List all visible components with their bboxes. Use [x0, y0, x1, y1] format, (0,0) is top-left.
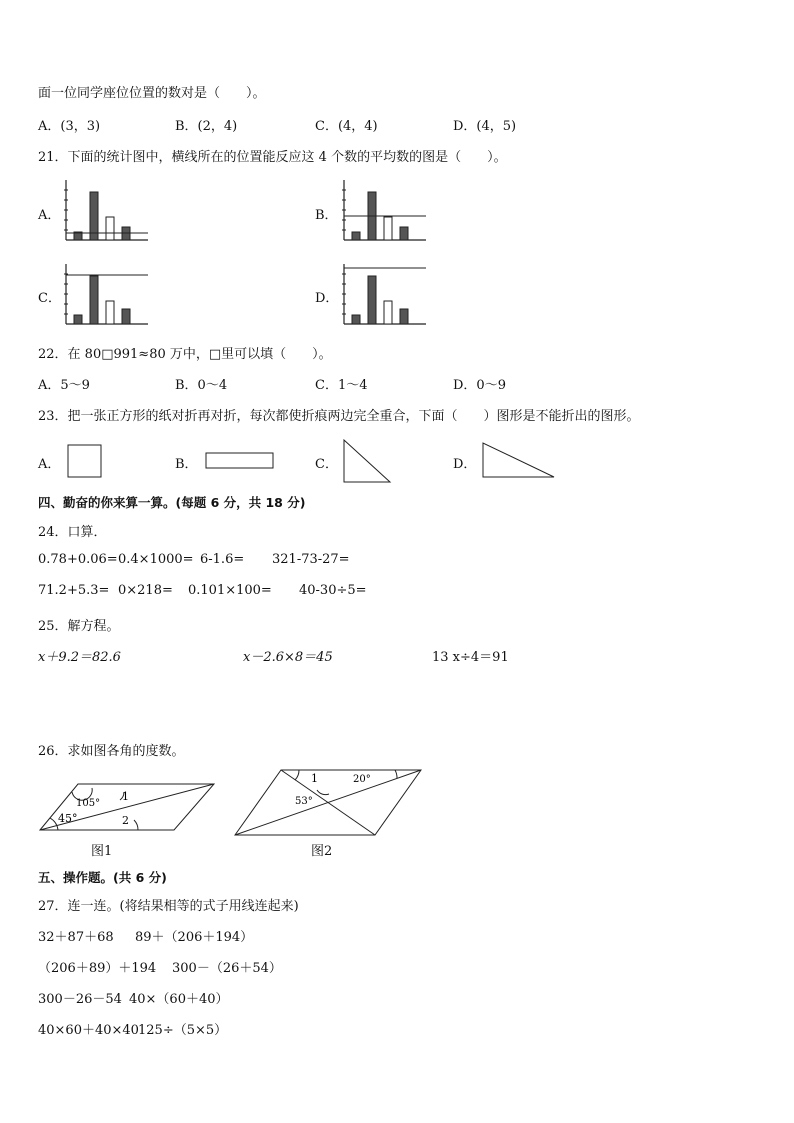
q21-label-d: D． [315, 291, 339, 306]
q24-r1-c4: 321-73-27= [272, 552, 350, 567]
q20-option-b: B．(2，4) [175, 119, 238, 134]
q26-stem: 26．求如图各角的度数。 [38, 744, 185, 759]
q27-right-1: 89＋（206＋194） [135, 930, 254, 945]
q24-r2-c4: 40-30÷5= [299, 583, 367, 598]
fig1-angle-45: 45° [58, 812, 78, 825]
q23-rectangle-shape [205, 452, 275, 470]
fig1-angle-105: 105° [76, 798, 101, 809]
q27-right-2: 300－（26＋54） [172, 961, 282, 976]
q26-figure-1 [38, 780, 218, 832]
section-5-title: 五、操作题。(共 6 分) [38, 870, 167, 885]
q21-label-c: C． [38, 291, 61, 306]
fig2-angle-1: 1 [311, 772, 318, 785]
q27-left-4: 40×60＋40×40 [38, 1023, 139, 1038]
q25-equation-1: x＋9.2＝82.6 [38, 650, 121, 665]
q27-right-4: 125÷（5×5） [138, 1023, 228, 1038]
q24-r1-c3: 6-1.6= [200, 552, 245, 567]
q21-chart-d [340, 264, 430, 326]
q25-equation-2: x－2.6×8＝45 [243, 650, 333, 665]
q25-stem: 25．解方程。 [38, 619, 120, 634]
q26-figure-1-caption: 图1 [91, 844, 113, 859]
q27-left-2: （206＋89）＋194 [38, 961, 157, 976]
q22-stem: 22．在 80□991≈80 万中，□里可以填（ ）。 [38, 347, 332, 362]
q20-option-d: D．(4，5) [453, 119, 517, 134]
q27-left-3: 300－26－54 [38, 992, 122, 1007]
q25-equation-3: 13 x÷4＝91 [432, 650, 509, 665]
q21-chart-c [62, 264, 152, 326]
fig1-angle-2: 2 [122, 814, 129, 827]
q26-figure-2 [233, 768, 423, 838]
fig2-angle-20: 20° [353, 774, 371, 785]
q23-label-b: B． [175, 457, 198, 472]
q24-r2-c3: 0.101×100= [188, 583, 272, 598]
q23-label-c: C． [315, 457, 338, 472]
q20-text: 面一位同学座位位置的数对是（ ）。 [38, 86, 266, 101]
q24-stem: 24．口算． [38, 525, 107, 540]
q21-chart-a [62, 180, 152, 242]
q27-stem: 27．连一连。(将结果相等的式子用线连起来) [38, 899, 299, 914]
q23-right-triangle [481, 441, 557, 479]
q20-option-c: C．(4，4) [315, 119, 378, 134]
q21-label-a: A． [38, 208, 61, 223]
q21-stem: 21．下面的统计图中，横线所在的位置能反应这 4 个数的平均数的图是（ ）。 [38, 150, 507, 165]
q27-right-3: 40×（60＋40） [129, 992, 229, 1007]
q23-square-shape [67, 444, 103, 478]
q24-r2-c1: 71.2+5.3= [38, 583, 110, 598]
q21-chart-b [340, 180, 430, 242]
q26-figure-2-caption: 图2 [311, 844, 333, 859]
section-4-title: 四、勤奋的你来算一算。(每题 6 分，共 18 分) [38, 495, 306, 510]
q23-label-a: A． [38, 457, 61, 472]
q22-option-d: D．0～9 [453, 378, 506, 393]
q23-right-isosceles-triangle [342, 438, 392, 484]
q24-r1-c2: 0.4×1000= [118, 552, 194, 567]
q24-r1-c1: 0.78+0.06= [38, 552, 118, 567]
q21-label-b: B． [315, 208, 338, 223]
q27-left-1: 32＋87＋68 [38, 930, 114, 945]
q22-option-a: A．5～9 [38, 378, 90, 393]
q20-option-a: A．(3，3) [38, 119, 101, 134]
q24-r2-c2: 0×218= [118, 583, 173, 598]
q22-option-b: B．0～4 [175, 378, 228, 393]
q22-option-c: C．1～4 [315, 378, 368, 393]
q23-label-d: D． [453, 457, 477, 472]
fig2-angle-53: 53° [295, 796, 313, 807]
q23-stem: 23．把一张正方形的纸对折再对折，每次都使折痕两边完全重合，下面（ ）图形是不能折出的图形。 [38, 409, 640, 424]
fig1-angle-1: 1 [122, 790, 129, 803]
